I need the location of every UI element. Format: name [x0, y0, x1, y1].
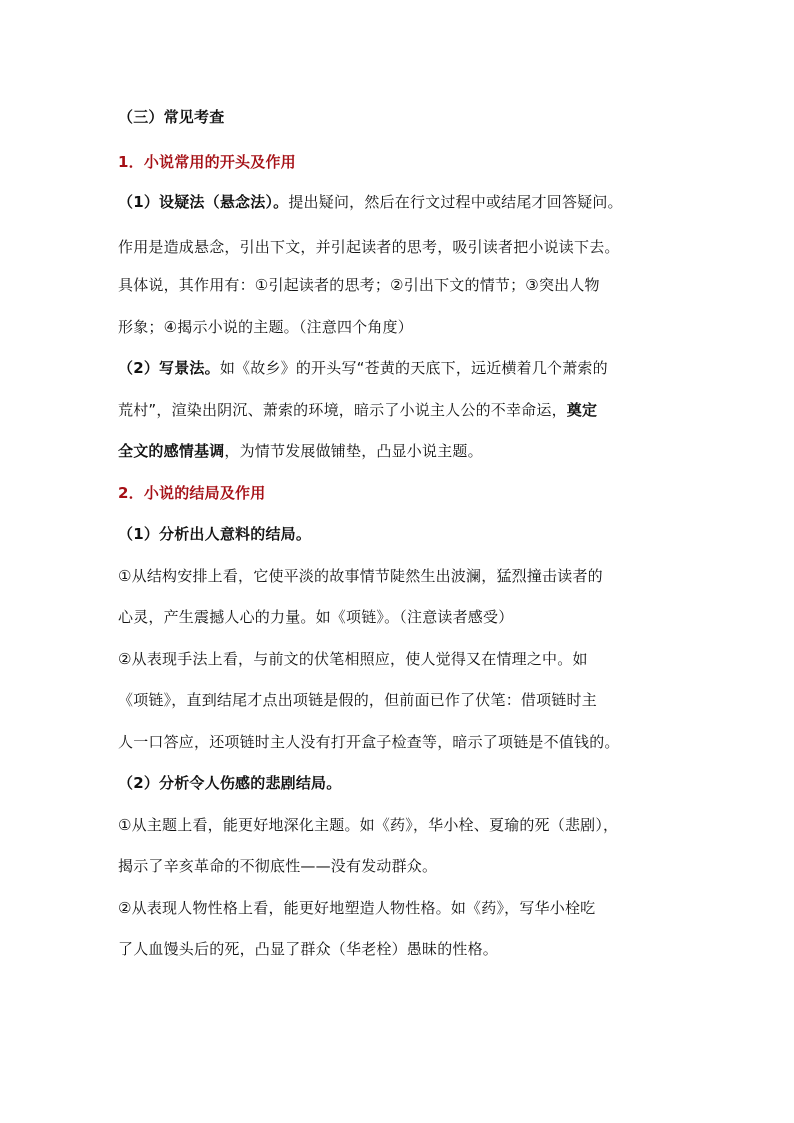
paragraph-line: ②从表现人物性格上看，能更好地塑造人物性格。如《药》，写华小栓吃 — [118, 899, 596, 917]
emphasis-span: 奠定 — [566, 401, 598, 419]
paragraph-line — [118, 400, 718, 420]
paragraph-line: ①从结构安排上看，它使平淡的故事情节陡然生出波澜，猛烈撞击读者的 — [118, 567, 603, 585]
paragraph-line: 心灵，产生震撼人心的力量。如《项链》。（注意读者感受） — [118, 608, 514, 626]
paragraph-line: 揭示了辛亥革命的不彻底性——没有发动群众。 — [118, 857, 438, 875]
paragraph-line: ②从表现手法上看，与前文的伏笔相照应，使人觉得又在情理之中。如 — [118, 650, 588, 668]
paragraph-line: 了人血馒头后的死，凸显了群众（华老栓）愚昧的性格。 — [118, 940, 499, 958]
subheading-scenery: （2）写景法。 — [118, 359, 220, 377]
paragraph-line: 作用是造成悬念，引出下文，并引起读者的思考，吸引读者把小说读下去。 — [118, 238, 620, 256]
text-span: 荒村”，渲染出阴沉、萧索的环境，暗示了小说主人公的不幸命运， — [118, 401, 567, 419]
text-span: 如《故乡》的开头写“苍黄的天底下，远近横着几个萧索的 — [219, 359, 608, 377]
paragraph-line — [118, 441, 718, 461]
text-span: 提出疑问，然后在行文过程中或结尾才回答疑问。 — [288, 193, 623, 211]
text-span: ，为情节发展做铺垫，凸显小说主题。 — [224, 442, 483, 460]
paragraph-line — [118, 192, 718, 212]
paragraph-line: 形象；④揭示小说的主题。（注意四个角度） — [118, 318, 413, 336]
heading-opening: 1．小说常用的开头及作用 — [118, 153, 296, 171]
emphasis-span: 全文的感情基调 — [118, 442, 225, 460]
subheading-unexpected: （1）分析出人意料的结局。 — [118, 525, 312, 543]
subheading-tragic: （2）分析令人伤感的悲剧结局。 — [118, 774, 342, 792]
paragraph-line: 《项链》，直到结尾才点出项链是假的，但前面已作了伏笔：借项链时主 — [118, 691, 597, 709]
subheading-suspense: （1）设疑法（悬念法）。 — [118, 193, 289, 211]
section-title: （三）常见考查 — [118, 108, 225, 126]
paragraph-line: 人一口答应，还项链时主人没有打开盒子检查等，暗示了项链是不值钱的。 — [118, 733, 620, 751]
paragraph-line: 具体说，其作用有：①引起读者的思考；②引出下文的情节；③突出人物 — [118, 276, 600, 294]
paragraph-line: ①从主题上看，能更好地深化主题。如《药》，华小栓、夏瑜的死（悲剧）， — [118, 816, 619, 834]
paragraph-line — [118, 358, 718, 378]
heading-ending: 2．小说的结局及作用 — [118, 484, 266, 502]
